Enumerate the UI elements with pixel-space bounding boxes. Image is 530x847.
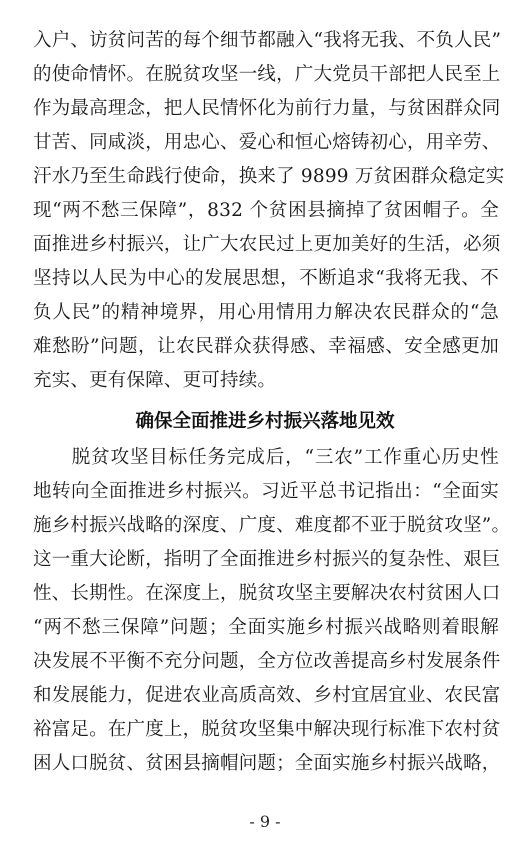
text-line: 汗水乃至生命践行使命，换来了 9899 万贫困群众稳定实	[33, 166, 505, 187]
paragraph-body	[33, 441, 511, 781]
text-line: 的使命情怀。在脱贫攻坚一线，广大党员干部把人民至上	[33, 64, 501, 85]
text-line: 甘苦、同咸淡，用忠心、爱心和恒心熔铸初心，用辛劳、	[33, 132, 501, 153]
text-line: “两不愁三保障”问题；全面实施乡村振兴战略则着眼解	[33, 617, 499, 638]
text-line: 决发展不平衡不充分问题，全方位改善提高乡村发展条件	[33, 651, 501, 672]
text-line: 地转向全面推进乡村振兴。习近平总书记指出：“全面实	[33, 481, 499, 502]
text-line: 难愁盼”问题，让农民群众获得感、幸福感、安全感更加	[33, 336, 499, 357]
text-line: 施乡村振兴战略的深度、广度、难度都不亚于脱贫攻坚”。	[33, 515, 511, 536]
text-line: 性、长期性。在深度上，脱贫攻坚主要解决农村贫困人口	[33, 583, 501, 604]
text-line: 入户、访贫问苦的每个细节都融入“我将无我、不负人民”	[33, 30, 502, 51]
text-line: 和发展能力，促进农业高质高效、乡村宜居宜业、农民富	[33, 685, 501, 706]
text-line: 这一重大论断，指明了全面推进乡村振兴的复杂性、艰巨	[33, 549, 501, 570]
text-line: 负人民”的精神境界，用心用情用力解决农民群众的“急	[33, 302, 499, 323]
section-heading: 确保全面推进乡村振兴落地见效	[135, 411, 395, 432]
text-line: 困人口脱贫、贫困县摘帽问题；全面实施乡村振兴战略，	[33, 753, 501, 774]
text-line: 作为最高理念，把人民情怀化为前行力量，与贫困群众同	[33, 98, 501, 119]
paragraph-continuation	[33, 24, 505, 398]
text-line: 坚持以人民为中心的发展思想，不断追求“我将无我、不	[33, 268, 499, 289]
page-number: - 9 -	[249, 812, 281, 831]
text-line: 充实、更有保障、更可持续。	[33, 370, 277, 391]
text-line: 裕富足。在广度上，脱贫攻坚集中解决现行标准下农村贫	[33, 719, 501, 740]
text-line: 现“两不愁三保障”，832 个贫困县摘掉了贫困帽子。全	[33, 200, 499, 221]
text-line: 面推进乡村振兴，让广大农民过上更加美好的生活，必须	[33, 234, 501, 255]
text-line: 脱贫攻坚目标任务完成后，“三农”工作重心历史性	[33, 447, 499, 468]
